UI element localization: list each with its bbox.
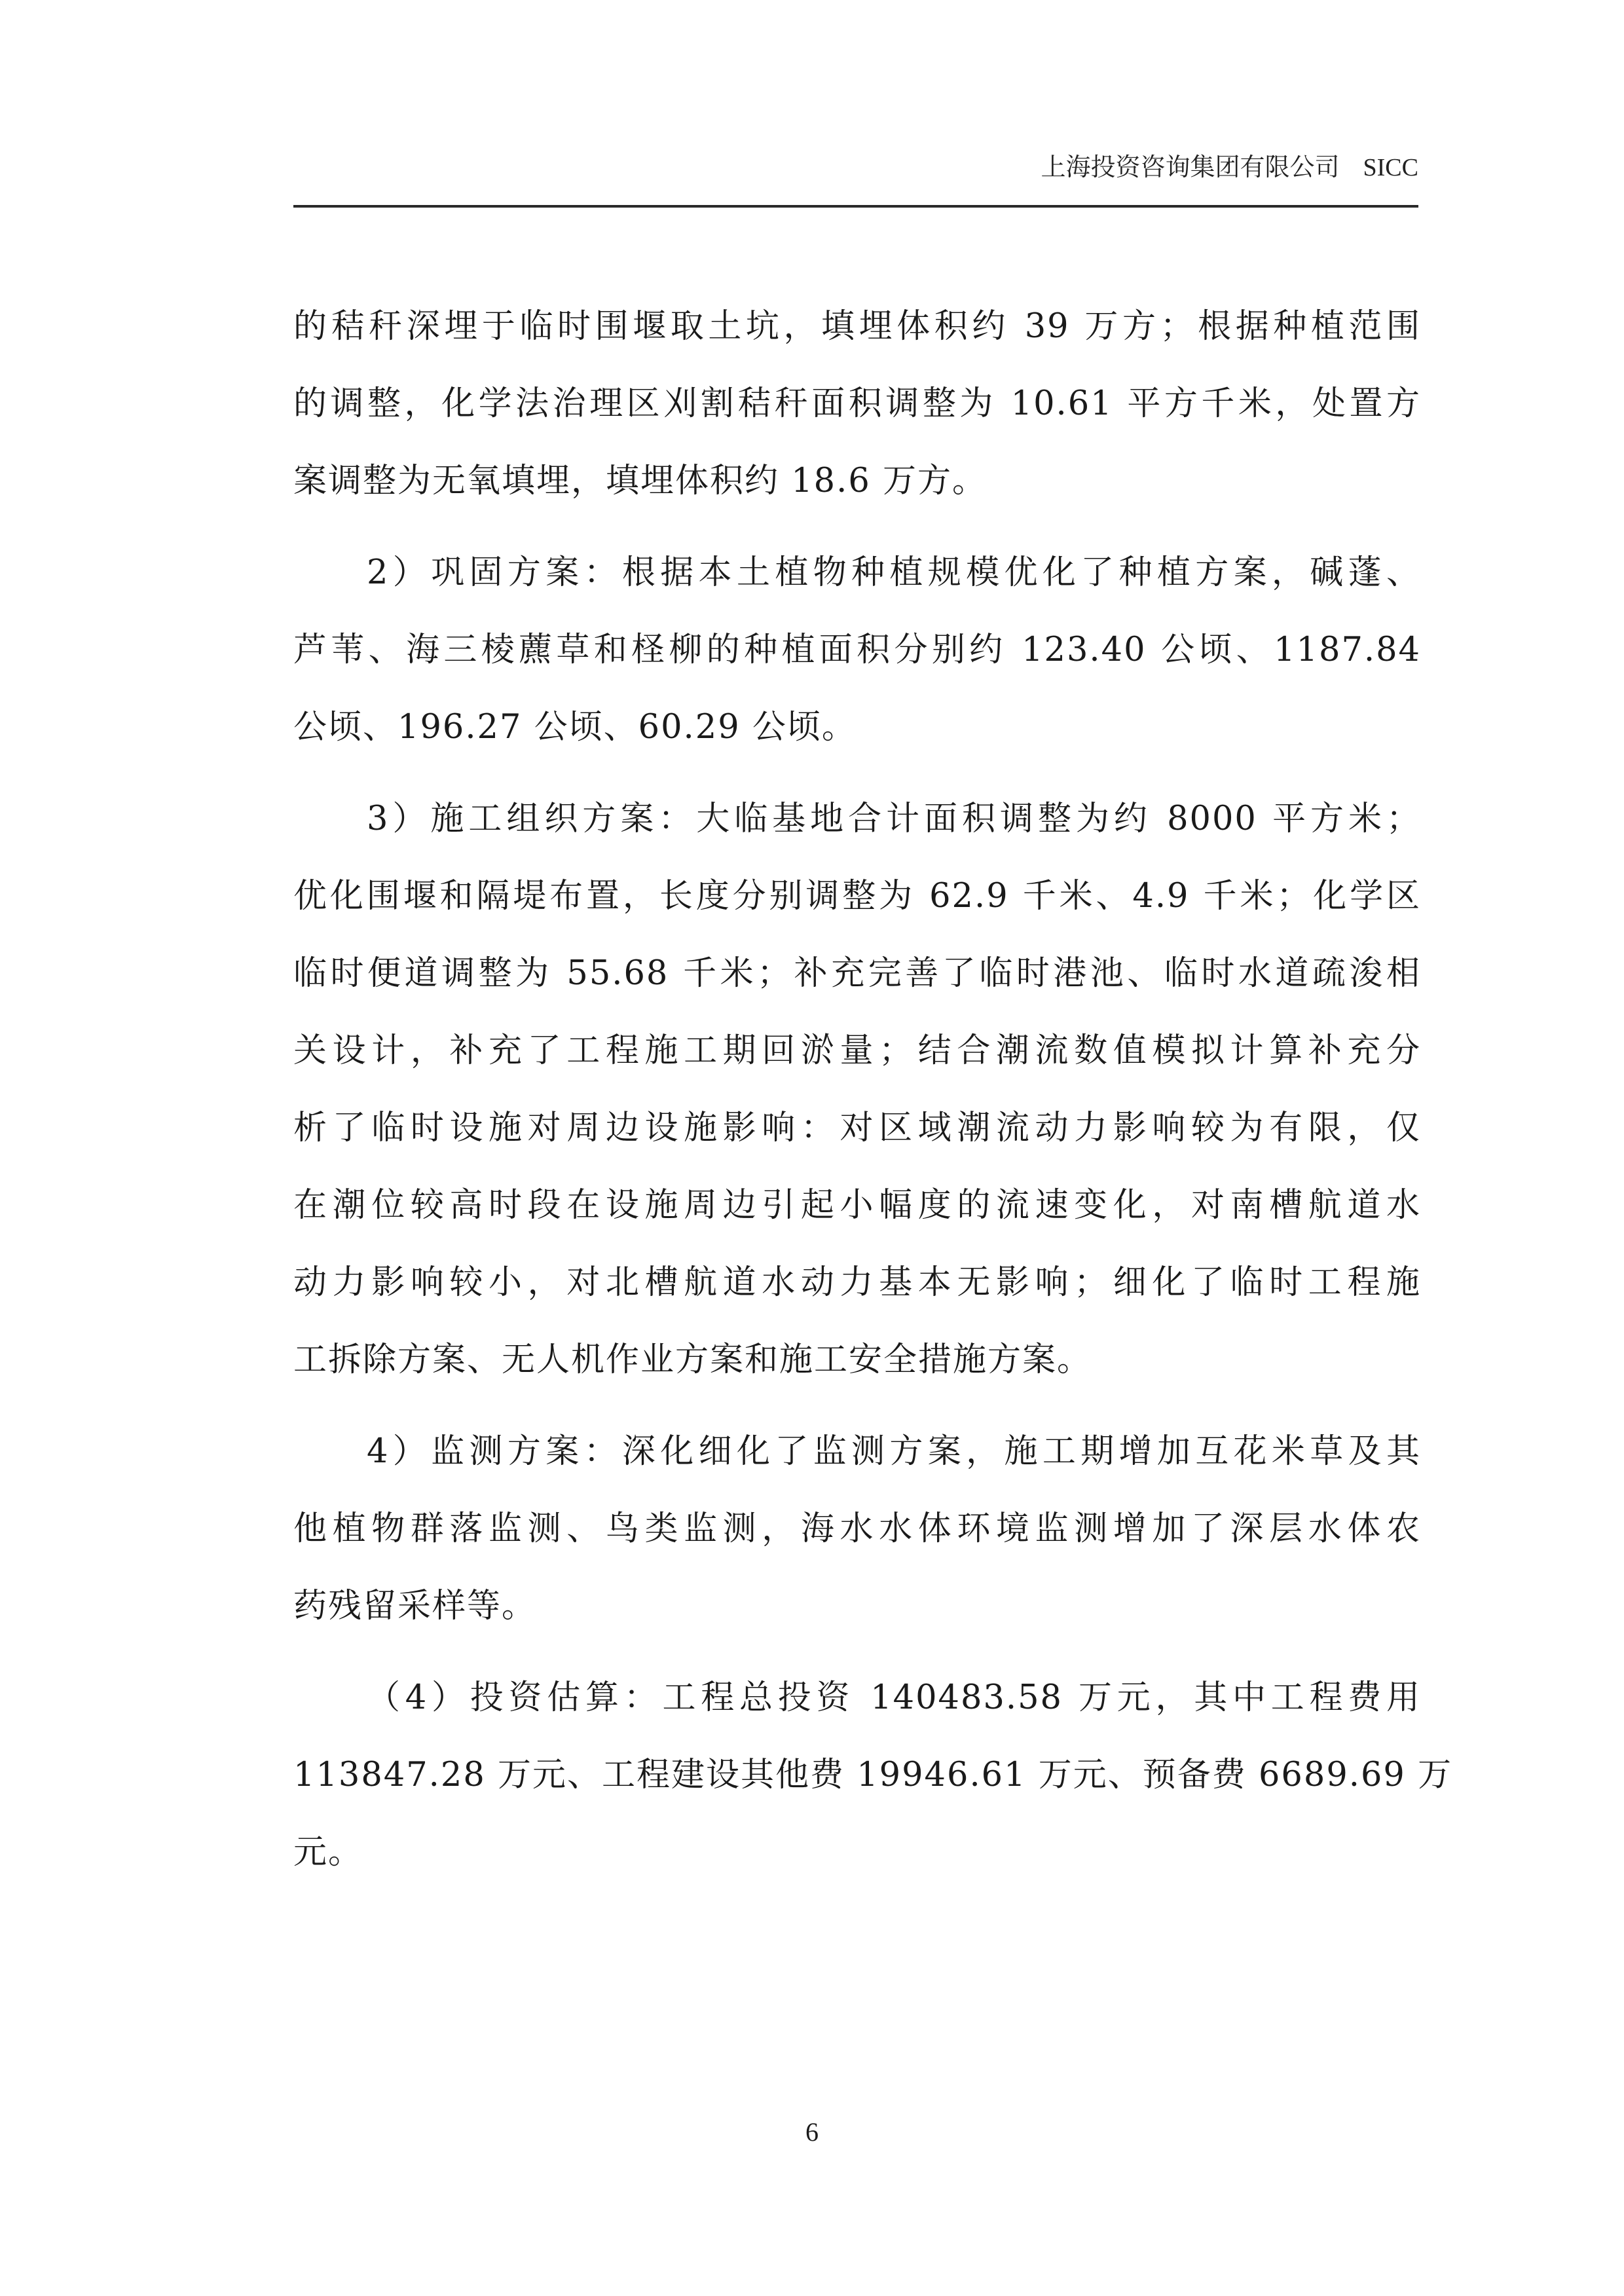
text-line: 113847.28 万元、工程建设其他费 19946.61 万元、预备费 6689.69 万 (293, 1756, 1453, 1794)
text-line: 临时便道调整为 55.68 千米；补充完善了临时港池、临时水道疏浚相 (293, 954, 1421, 993)
text-line: 动力影响较小，对北槽航道水动力基本无影响；细化了临时工程施 (293, 1263, 1421, 1302)
text-line: 3）施工组织方案：大临基地合计面积调整为约 8000 平方米； (367, 800, 1421, 838)
text-line: 的调整，化学法治理区刈割秸秆面积调整为 10.61 平方千米，处置方 (293, 384, 1421, 423)
text-line: 案调整为无氧填埋，填埋体积约 18.6 万方。 (293, 462, 987, 500)
paragraph-monitoring-plan (293, 1413, 1421, 1645)
paragraph-consolidation-plan (293, 534, 1421, 766)
text-line: 药残留采样等。 (293, 1587, 537, 1625)
text-line: （4）投资估算：工程总投资 140483.58 万元，其中工程费用 (367, 1678, 1421, 1717)
paragraph-investment-estimate (293, 1659, 1453, 1891)
text-line: 工拆除方案、无人机作业方案和施工安全措施方案。 (293, 1341, 1092, 1379)
header-rule (293, 205, 1418, 208)
text-line: 2）巩固方案：根据本土植物种植规模优化了种植方案，碱蓬、 (367, 553, 1421, 592)
text-line: 析了临时设施对周边设施影响：对区域潮流动力影响较为有限，仅 (293, 1109, 1421, 1147)
header-company-name: 上海投资咨询集团有限公司 (1041, 153, 1340, 181)
text-line: 在潮位较高时段在设施周边引起小幅度的流速变化，对南槽航道水 (293, 1186, 1421, 1225)
text-line: 芦苇、海三棱藨草和柽柳的种植面积分别约 123.40 公顷、1187.84 (293, 631, 1421, 669)
page-number: 6 (805, 2117, 819, 2147)
text-line: 关设计，补充了工程施工期回淤量；结合潮流数值模拟计算补充分 (293, 1031, 1421, 1070)
text-line: 的秸秆深埋于临时围堰取土坑，填埋体积约 39 万方；根据种植范围 (293, 307, 1421, 346)
text-line: 4）监测方案：深化细化了监测方案，施工期增加互花米草及其 (367, 1432, 1421, 1471)
document-body (293, 288, 1453, 1891)
text-line: 他植物群落监测、鸟类监测，海水水体环境监测增加了深层水体农 (293, 1509, 1421, 1548)
text-line: 优化围堰和隔堤布置，长度分别调整为 62.9 千米、4.9 千米；化学区 (293, 877, 1421, 916)
paragraph-construction-organization (293, 781, 1421, 1399)
page-header (293, 147, 1418, 187)
header-company-abbr: SICC (1363, 154, 1418, 181)
text-line: 公顷、196.27 公顷、60.29 公顷。 (293, 708, 857, 747)
text-line: 元。 (293, 1833, 363, 1872)
paragraph-disposal-continued (293, 288, 1421, 520)
